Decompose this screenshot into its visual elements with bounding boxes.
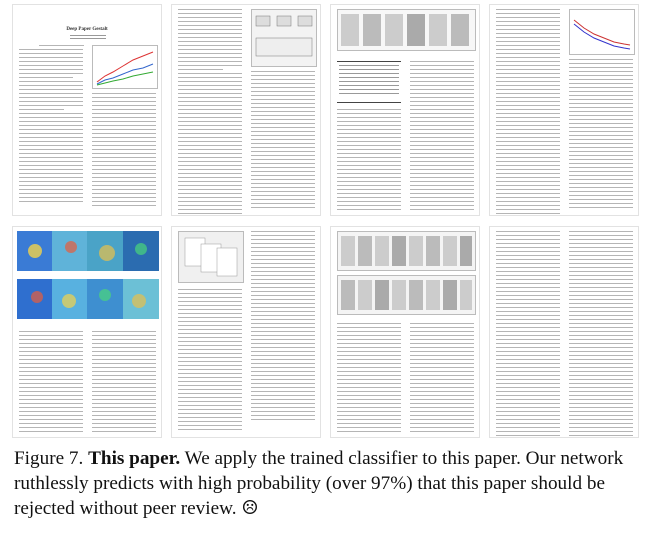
figure-caption bbox=[14, 446, 638, 521]
page-thumbnail-2 bbox=[171, 4, 321, 216]
figure-label: Figure 7. bbox=[14, 448, 84, 469]
sample-grid-figure-bottom bbox=[337, 275, 476, 315]
paper-collage-figure bbox=[178, 231, 244, 283]
page-thumbnail-6 bbox=[171, 226, 321, 438]
page-thumbnail-5 bbox=[12, 226, 162, 438]
figure-bold-title: This paper. bbox=[88, 448, 181, 469]
page-thumbnail-8 bbox=[489, 226, 639, 438]
page-thumbnail-3 bbox=[330, 4, 480, 216]
diagram-figure bbox=[251, 9, 317, 67]
plot-figure-page4 bbox=[569, 9, 635, 55]
page-thumbnail-4 bbox=[489, 4, 639, 216]
image-strip-figure bbox=[337, 9, 476, 51]
line-plot-figure bbox=[92, 45, 158, 89]
heatmap-figure-bottom bbox=[17, 279, 159, 319]
frown-face-icon: ☹ bbox=[241, 498, 259, 519]
results-table bbox=[337, 61, 401, 103]
paper-pages-grid bbox=[12, 4, 640, 440]
page-thumbnail-7 bbox=[330, 226, 480, 438]
figure-caption-text: We apply the trained classifier to this paper. Our network ruthlessly predicts with high probability (over 97%) that this paper should be rejected without peer review. bbox=[14, 448, 624, 519]
page-thumbnail-1 bbox=[12, 4, 162, 216]
page-1-title: Deep Paper Gestalt bbox=[66, 27, 108, 32]
sample-grid-figure-top bbox=[337, 231, 476, 271]
heatmap-figure-top bbox=[17, 231, 159, 271]
